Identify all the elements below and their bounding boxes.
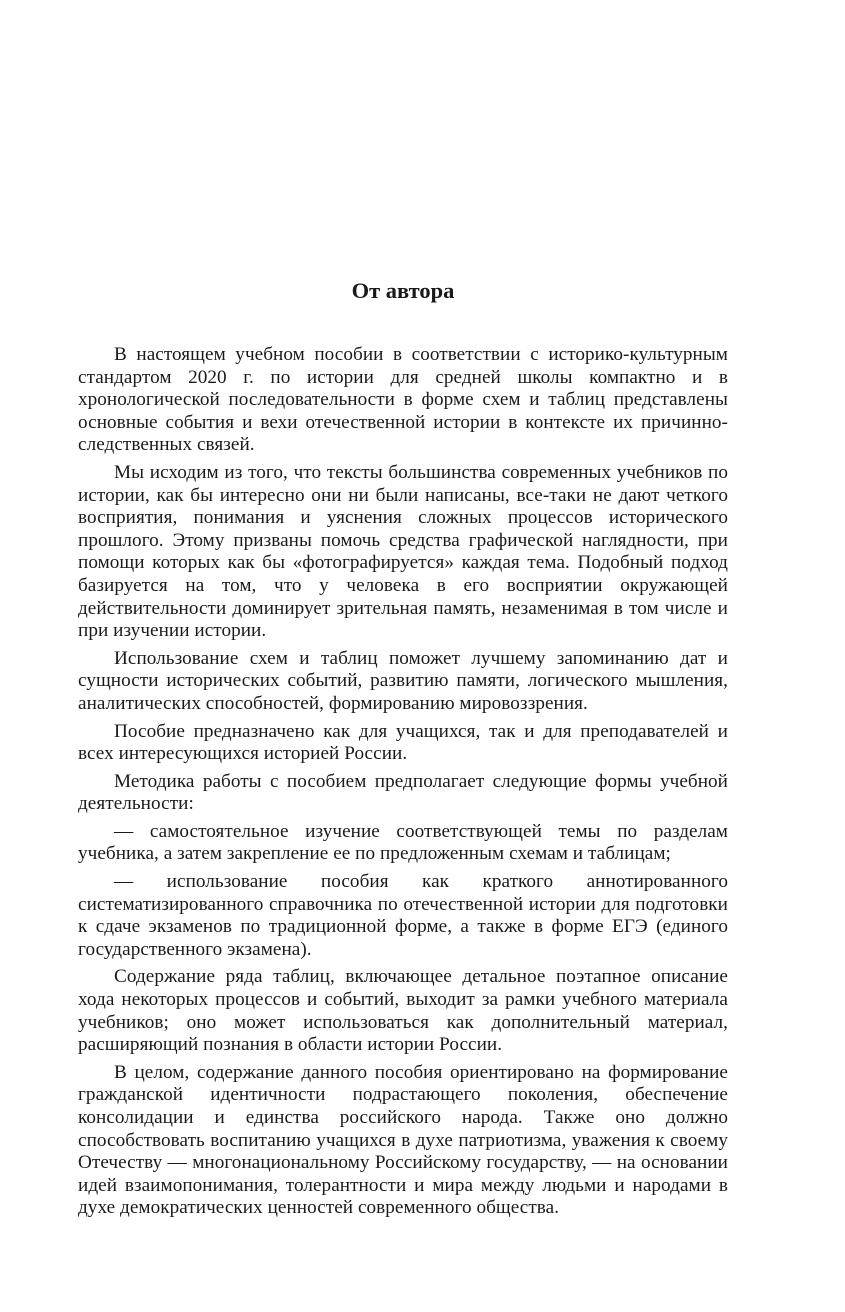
paragraph: В целом, содержание данного пособия ориентировано на формирование гражданской идентичности подрастающего поколения, обеспечение консолидации и единства российского народа. Также оно должно способствовать воспитанию учащихся в духе патриотизма, уважения к своему Отечеству — многонациональному Российскому государству, — на основании идей взаимопонимания, толерантности и мира между людьми и народами в духе демократических ценностей современного общества. xyxy=(78,1061,728,1219)
paragraph: Содержание ряда таблиц, включающее детальное поэтапное описание хода некоторых процессов и событий, выходит за рамки учебного материала учебников; оно может использоваться как дополнительный материал, расширяющий познания в области истории России. xyxy=(78,966,728,1056)
document-page xyxy=(78,0,728,1312)
body-text xyxy=(78,344,728,1225)
paragraph: — самостоятельное изучение соответствующей темы по разделам учебника, а затем закрепление ее по предложенным схемам и таблицам; xyxy=(78,820,728,865)
paragraph: Методика работы с пособием предполагает следующие формы учебной деятельности: xyxy=(78,770,728,815)
paragraph: — использование пособия как краткого аннотированного систематизированного справочника по отечественной истории для подготовки к сдаче экзаменов по традиционной форме, а также в форме ЕГЭ (единого государственного экзамена). xyxy=(78,871,728,960)
page-title: От автора xyxy=(351,278,455,303)
paragraph: Использование схем и таблиц поможет лучшему запоминанию дат и сущности исторических событий, развитию памяти, логического мышления, аналитических способностей, формированию мировоззрения. xyxy=(78,647,728,714)
paragraph: В настоящем учебном пособии в соответствии с историко-культурным стандартом 2020 г. по истории для средней школы компактно и в хронологической последовательности в форме схем и таблиц представлены основные события и вехи отечественной истории в контексте их причинно-следственных связей. xyxy=(78,344,728,456)
paragraph: Мы исходим из того, что тексты большинства современных учебников по истории, как бы интересно они ни были написаны, все-таки не дают четкого восприятия, понимания и уяснения сложных процессов исторического прошлого. Этому призваны помочь средства графической наглядности, при помощи которых как бы «фотографируется» каждая тема. Подобный подход базируется на том, что у человека в его восприятии окружающей действительности доминирует зрительная память, незаменимая в том числе и при изучении истории. xyxy=(78,461,728,642)
paragraph: Пособие предназначено как для учащихся, так и для преподавателей и всех интересующихся историей России. xyxy=(78,720,728,765)
